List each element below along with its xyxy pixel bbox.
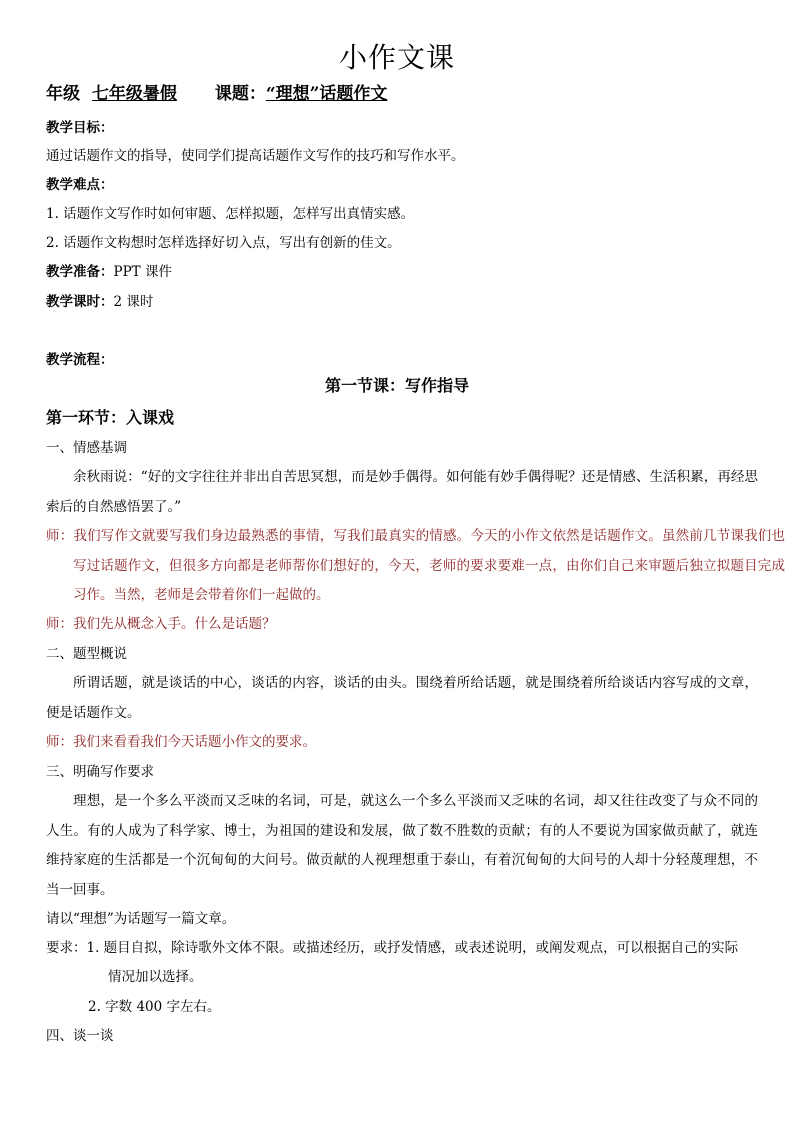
section-1-heading: 一、情感基调 <box>46 440 127 456</box>
prep-value: PPT 课件 <box>113 264 172 280</box>
grade-value: 七年级暑假 <box>91 84 177 104</box>
requirement-1-continued: 情况加以选择。 <box>108 969 203 985</box>
section-2-heading: 二、题型概说 <box>46 646 127 662</box>
requirement-2: 2. 字数 400 字左右。 <box>88 999 221 1015</box>
topic-value: “理想”话题作文 <box>265 84 388 104</box>
teacher-remark-2: 师：我们先从概念入手。什么是话题？ <box>46 616 276 632</box>
prep-label: 教学准备： <box>46 264 114 280</box>
difficulty-item-2: 2. 话题作文构想时怎样选择好切入点，写出有创新的佳文。 <box>46 235 401 251</box>
difficulties-label: 教学难点： <box>46 177 114 193</box>
ideal-paragraph: 理想，是一个多么平淡而又乏味的名词，可是，就这么一个多么平淡而又乏味的名词，却又往往改变了与众不同的人生。有的人成为了科学家、博士，为祖国的建设和发展，做了数不胜数的贡献；有的人不要说为国家做贡献了，就连维持家庭的生活都是一个沉甸甸的大问号。做贡献的人视理想重于泰山，有着沉甸甸的大问号的人却十分轻蔑理想，不当一回事。 <box>46 793 758 898</box>
section-4-heading: 四、谈一谈 <box>46 1028 114 1044</box>
topic-definition: 所谓话题，就是谈话的中心，谈话的内容，谈话的由头。围绕着所给话题，就是围绕着所给谈话内容写成的文章，便是话题作文。 <box>46 675 758 721</box>
difficulty-item-1: 1. 话题作文写作时如何审题、怎样拟题，怎样写出真情实感。 <box>46 206 415 222</box>
hours-label: 教学课时： <box>46 294 114 310</box>
hours-value: 2 课时 <box>113 294 154 310</box>
lesson-title: 第一节课：写作指导 <box>324 376 469 395</box>
requirement-1 <box>46 937 738 959</box>
grade-label: 年级 <box>46 84 80 104</box>
goals-text: 通过话题作文的指导，使同学们提高话题作文写作的技巧和写作水平。 <box>46 148 465 164</box>
prep-row <box>46 261 172 283</box>
requirement-1-text: 1. 题目自拟，除诗歌外文体不限。或描述经历，或抒发情感，或表述说明，或阐发观点，可以根据自己的实际 <box>86 940 739 956</box>
flow-label: 教学流程： <box>46 352 114 368</box>
requirement-label: 要求： <box>46 940 87 956</box>
meta-row <box>46 82 387 106</box>
goals-label: 教学目标： <box>46 120 114 136</box>
writing-prompt: 请以“理想”为话题写一篇文章。 <box>46 911 236 927</box>
hours-row <box>46 291 153 313</box>
section-3-heading: 三、明确写作要求 <box>46 764 154 780</box>
step-1-title: 第一环节：入课戏 <box>46 408 175 427</box>
teacher-remark-1: 师：我们写作文就要写我们身边最熟悉的事情，写我们最真实的情感。今天的小作文依然是话题作文。虽然前几节课我们也写过话题作文，但很多方向都是老师帮你们想好的，今天，老师的要求要难一点，由你们自己来审题后独立拟题目完成习作。当然，老师是会带着你们一起做的。 <box>46 528 785 603</box>
quote-paragraph: 余秋雨说：“好的文字往往并非出自苦思冥想，而是妙手偶得。如何能有妙手偶得呢？还是情感、生活积累，再经思索后的自然感悟罢了。” <box>46 469 758 515</box>
teacher-remark-3: 师：我们来看看我们今天话题小作文的要求。 <box>46 734 316 750</box>
topic-label: 课题： <box>214 84 266 104</box>
page-title: 小作文课 <box>338 41 455 74</box>
